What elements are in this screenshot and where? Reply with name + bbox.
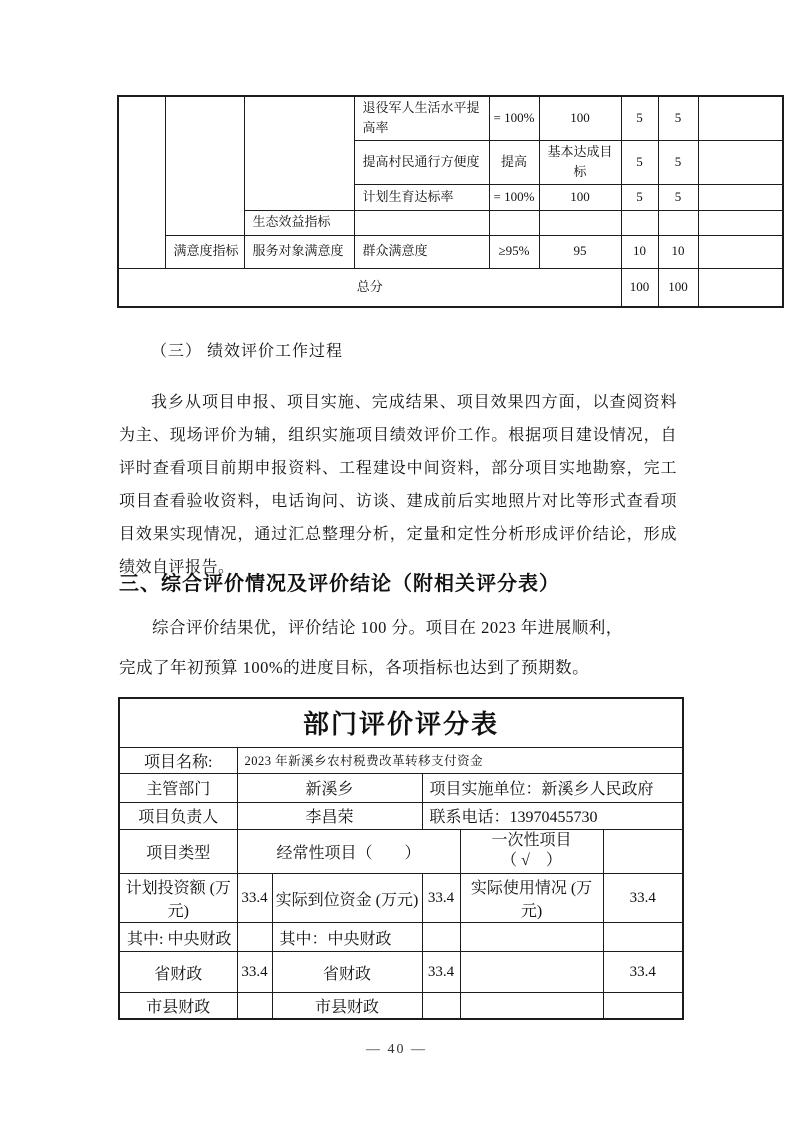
paragraph-evaluation-process: 我乡从项目申报、项目实施、完成结果、项目效果四方面，以查阅资料为主、现场评价为辅，组织实施项目绩效评价工作。根据项目建设情况，自评时查看项目前期申报资料、工程建设中间资料，部分项目实地勘察，完工项目查看验收资料，电话询问、访谈、建成前后实地照片对比等形式查看项目效果实现情况，通过汇总整理分析，定量和定性分析形成评价结论，形成绩效自评报告。 [119, 394, 677, 576]
cell-empty [698, 235, 783, 268]
cell-empty [422, 923, 460, 952]
type-onetime-label: 一次性项目 [491, 831, 572, 849]
cell-plan-value: 33.4 [237, 874, 272, 923]
cell-score: 10 [621, 235, 658, 268]
cell-empty [658, 210, 698, 235]
cell-type-label: 项目类型 [119, 829, 237, 874]
cell-score: 5 [621, 184, 658, 210]
cell-used-label: 实际使用情况 (万元) [460, 874, 603, 923]
cell-total-score: 100 [621, 268, 658, 307]
table-row [119, 993, 683, 1020]
table-row [119, 874, 683, 923]
cell-impl-unit: 项目实施单位：新溪乡人民政府 [422, 773, 683, 802]
cell-central-label: 其中: 中央财政 [119, 923, 237, 952]
table-title: 部门评价评分表 [119, 698, 683, 747]
cell-used-value: 33.4 [603, 874, 683, 923]
cell-empty [118, 96, 165, 268]
cell-empty [422, 993, 460, 1020]
cell-central-label2: 其中：中央财政 [272, 923, 422, 952]
cell-empty [539, 210, 621, 235]
cell-province-label2: 省财政 [272, 952, 422, 993]
cell-self-score: 10 [658, 235, 698, 268]
type-onetime-checkmark: （ √ ） [501, 852, 562, 870]
cell-empty [603, 993, 683, 1020]
section-heading: 三、综合评价情况及评价结论（附相关评分表） [119, 573, 560, 595]
cell-indicator: 退役军人生活水平提高率 [354, 96, 489, 140]
subsection-heading: （三） 绩效评价工作过程 [151, 343, 344, 360]
cell-level2: 服务对象满意度 [244, 235, 354, 268]
cell-type-onetime [460, 829, 603, 874]
cell-criteria: = 100% [489, 184, 539, 210]
cell-value: 基本达成目标 [539, 140, 621, 184]
cell-empty [489, 210, 539, 235]
table-row [119, 923, 683, 952]
cell-province-label: 省财政 [119, 952, 237, 993]
cell-arrived-label: 实际到位资金 (万元) [272, 874, 422, 923]
cell-indicator: 计划生育达标率 [354, 184, 489, 210]
cell-empty [354, 210, 489, 235]
cell-empty [698, 140, 783, 184]
cell-total-label: 总分 [118, 268, 621, 307]
cell-empty [698, 268, 783, 307]
cell-self-score: 5 [658, 184, 698, 210]
page-number: — 40 — [366, 1042, 427, 1057]
cell-value: 100 [539, 184, 621, 210]
cell-city-label: 市县财政 [119, 993, 237, 1020]
cell-level1: 满意度指标 [165, 235, 244, 268]
cell-empty [237, 923, 272, 952]
table-row [118, 96, 783, 140]
cell-phone: 联系电话：13970455730 [422, 802, 683, 829]
cell-plan-label: 计划投资额 (万元) [119, 874, 237, 923]
cell-criteria: ≥95% [489, 235, 539, 268]
cell-empty [165, 96, 244, 235]
table-row-total [118, 268, 783, 307]
table-row [119, 773, 683, 802]
score-table [117, 95, 784, 308]
department-score-table [118, 697, 684, 1020]
cell-city-label2: 市县财政 [272, 993, 422, 1020]
cell-project-name-value: 2023 年新溪乡农村税费改革转移支付资金 [237, 747, 683, 773]
cell-empty [621, 210, 658, 235]
cell-empty [244, 96, 354, 210]
cell-indicator: 群众满意度 [354, 235, 489, 268]
cell-empty [698, 210, 783, 235]
cell-province-value: 33.4 [237, 952, 272, 993]
cell-value: 95 [539, 235, 621, 268]
cell-empty [698, 96, 783, 140]
cell-value: 100 [539, 96, 621, 140]
cell-empty [603, 923, 683, 952]
cell-type-regular: 经常性项目（ ） [237, 829, 460, 874]
cell-leader-value: 李昌荣 [237, 802, 422, 829]
cell-empty [698, 184, 783, 210]
cell-province-used: 33.4 [603, 952, 683, 993]
table-row [119, 952, 683, 993]
cell-score: 5 [621, 96, 658, 140]
table-row [119, 747, 683, 773]
cell-dept-value: 新溪乡 [237, 773, 422, 802]
cell-dept-label: 主管部门 [119, 773, 237, 802]
cell-empty [237, 993, 272, 1020]
paragraph-line: 综合评价结果优，评价结论 100 分。项目在 2023 年进展顺利， [152, 618, 623, 637]
cell-empty [460, 923, 603, 952]
cell-province-value2: 33.4 [422, 952, 460, 993]
cell-total-self-score: 100 [658, 268, 698, 307]
cell-empty [603, 829, 683, 874]
table-row [119, 802, 683, 829]
cell-criteria: = 100% [489, 96, 539, 140]
cell-leader-label: 项目负责人 [119, 802, 237, 829]
paragraph-line: 完成了年初预算 100%的进度目标，各项指标也达到了预期数。 [119, 658, 590, 677]
cell-empty [460, 993, 603, 1020]
cell-indicator: 提高村民通行方便度 [354, 140, 489, 184]
cell-score: 5 [621, 140, 658, 184]
cell-project-name-label: 项目名称: [119, 747, 237, 773]
cell-self-score: 5 [658, 96, 698, 140]
table-title-row [119, 698, 683, 747]
cell-criteria: 提高 [489, 140, 539, 184]
table-row [118, 235, 783, 268]
table-row [119, 829, 683, 874]
cell-category: 生态效益指标 [244, 210, 354, 235]
cell-arrived-value: 33.4 [422, 874, 460, 923]
paragraph-conclusion [119, 608, 684, 688]
cell-empty [460, 952, 603, 993]
cell-self-score: 5 [658, 140, 698, 184]
